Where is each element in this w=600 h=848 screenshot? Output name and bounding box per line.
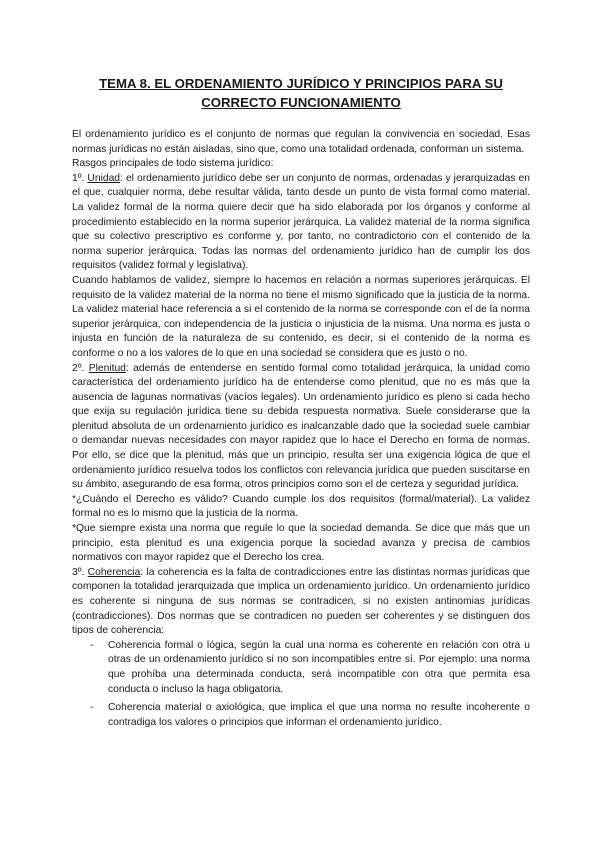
plenitud-paragraph [72,362,530,493]
note-plenitud: *Que siempre exista una norma que regule lo que la sociedad demanda. Se dice que más que un principio, esta plenitud es una exigencia porque la sociedad avanza y precisa de cambios normativos con mayor rapidez que el Derecho los crea. [72,523,530,564]
coherencia-types-list [72,639,530,731]
list-item-text: Coherencia material o axiológica, que implica el que una norma no resulte incoherente o contradiga los valores o principios que informan el ordenamiento jurídico. [108,702,530,728]
list-item [72,701,530,730]
dash-bullet: - [90,702,94,714]
note-validez: *¿Cuándo el Derecho es válido? Cuando cumple los dos requisitos (formal/material). La validez formal no es lo mismo que la justicia de la norma. [72,493,530,520]
dash-bullet: - [90,639,94,651]
unidad-number: 1º. [72,172,85,184]
rasgos-heading: Rasgos principales de todo sistema jurídico: [72,158,274,170]
coherencia-paragraph [72,566,530,639]
page-title [72,74,530,112]
coherencia-term: Coherencia [87,566,141,578]
title-line-1: TEMA 8. EL ORDENAMIENTO JURÍDICO Y PRINCIPIOS PARA SU [99,76,503,91]
validez-paragraph: Cuando hablamos de validez, siempre lo hacemos en relación a normas superiores jerárquicas. El requisito de la validez material de la norma no tiene el mismo significado que la justicia de la norma. La validez material hace referencia a si el contenido de la norma se corresponde con el de la norma superior jerárquica, con independencia de la justicia o injusticia de la misma. Una norma es justa o injusta en función de la naturaleza de su contenido, es decir, si el contenido de la norma es conforme o no a los valores de lo que en una sociedad se considera que es justo o no. [72,274,530,359]
list-item [72,639,530,697]
coherencia-number: 3º. [72,566,85,578]
unidad-text: : el ordenamiento jurídico debe ser un conjunto de normas, ordenadas y jerarquizadas en el que, cualquier norma, debe resultar válida, tanto desde un punto de vista formal como material. La validez formal de la norma quiere decir que ha sido elaborada por los órganos y conforme al procedimiento establecido en la norma superior jerárquica. La validez material de la norma significa que su colectivo prescriptivo es conforme y, por tanto, no contradictorio con el contenido de la norma superior jerárquica. Todas las normas del ordenamiento jurídico han de cumplir los dos requisitos (validez formal y legislativa). [72,172,530,272]
coherencia-text: : la coherencia es la falta de contradicciones entre las distintas normas jurídicas que componen la totalidad jerarquizada que implica un ordenamiento jurídico. Un ordenamiento jurídico es coherente si ninguna de sus normas se contradicen, si no existen antinomias jurídicas (contradicciones). Dos normas que se contradicen no pueden ser coherentes y se distinguen dos tipos de coherencia: [72,566,530,637]
intro-paragraph: El ordenamiento jurídico es el conjunto de normas que regulan la convivencia en sociedad. Esas normas jurídicas no están aisladas, sino que, como una totalidad ordenada, conforman un sistema. [72,129,530,155]
plenitud-term: Plenitud [88,362,126,374]
plenitud-number: 2º. [72,362,85,374]
unidad-paragraph [72,172,530,274]
list-item-text: Coherencia formal o lógica, según la cual una norma es coherente en relación con otra u otras de un ordenamiento jurídico si no son incompatibles entre sí. Por ejemplo: una norma que prohíba una determinada conducta, será incompatible con otra que permita esa conducta o incluso la haga obligatoria. [108,639,530,695]
plenitud-text: : además de entenderse en sentido formal como totalidad jerárquica, la unidad como característica del ordenamiento jurídico ha de entenderse como plenitud, que no es más que la ausencia de lagunas normativas (vacíos legales). Un ordenamiento jurídico es pleno si cada hecho que exija su regulación jurídica tiene su debida respuesta normativa. Suele considerarse que la plenitud absoluta de un ordenamiento jurídico es inalcanzable dado que la sociedad suele cambiar o demandar nuevas necesidades con mayor rapidez que lo hace el Derecho en forma de normas. Por ello, se dice que la plenitud, más que un principio, resulta ser una exigencia lógica de que el ordenamiento jurídico resuelva todos los conflictos con relevancia jurídica que pueden suscitarse en su ámbito, asegurando de esa forma, otros principios como son el de certeza y seguridad jurídica. [72,362,530,491]
title-line-2: CORRECTO FUNCIONAMIENTO [201,95,401,110]
unidad-term: Unidad [87,172,121,184]
